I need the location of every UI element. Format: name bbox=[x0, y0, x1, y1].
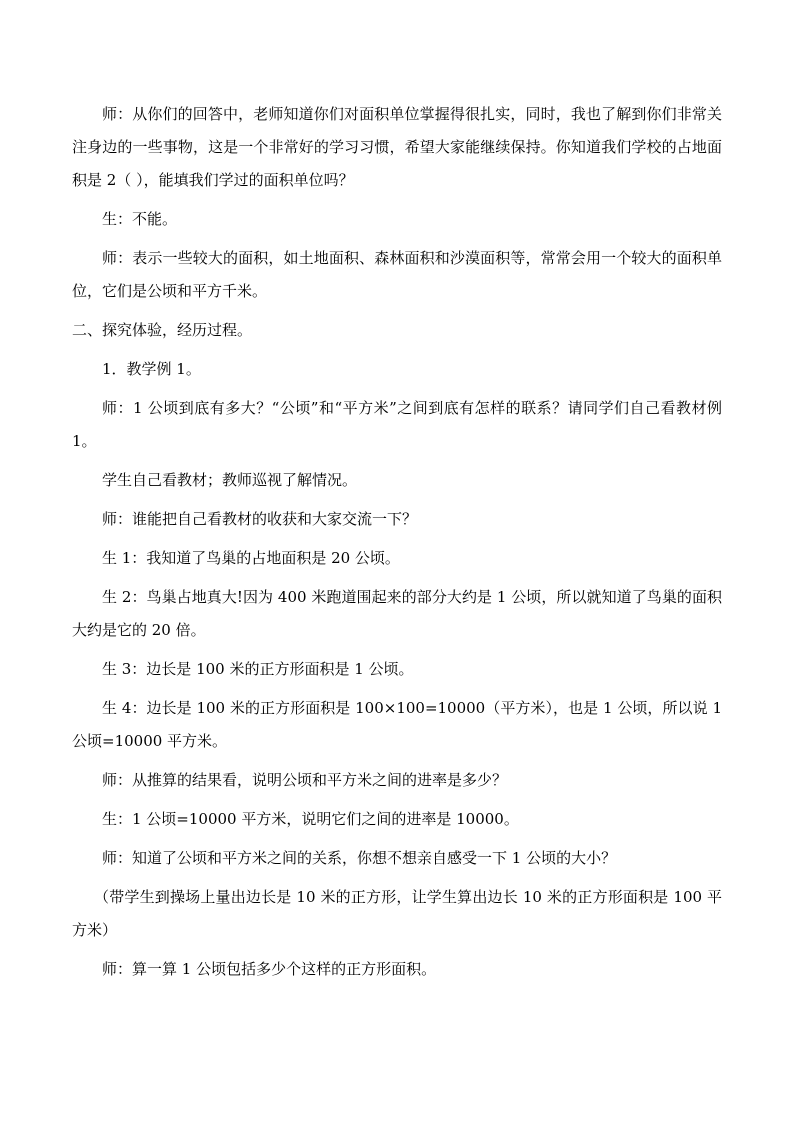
paragraph-student-answer: 生：不能。 bbox=[102, 210, 178, 228]
paragraph-teacher-intro: 师：从你们的回答中，老师知道你们对面积单位掌握得很扎实，同时，我也了解到你们非常关注身边的一些事物，这是一个非常好的学习习惯，希望大家能继续保持。你知道我们学校的占地面积是 2（ ），能填我们学过的面积单位吗？ bbox=[72, 105, 722, 189]
paragraph-activity-note: （带学生到操场上量出边长是 10 米的正方形，让学生算出边长 10 米的正方形面积是 100 平方米） bbox=[72, 888, 722, 939]
paragraph-teacher-calc: 师：算一算 1 公顷包括多少个这样的正方形面积。 bbox=[102, 960, 437, 978]
paragraph-teacher-share: 师：谁能把自己看教材的收获和大家交流一下？ bbox=[102, 510, 418, 528]
paragraph-teacher-rate: 师：从推算的结果看，说明公顷和平方米之间的进率是多少？ bbox=[102, 771, 508, 789]
section-heading: 二、探究体验，经历过程。 bbox=[72, 321, 253, 339]
paragraph-teacher-question: 师：1 公顷到底有多大？“公顷”和“平方米”之间到底有怎样的联系？请同学们自己看教材例 1。 bbox=[72, 399, 722, 450]
paragraph-teacher-feel: 师：知道了公顷和平方米之间的关系，你想不想亲自感受一下 1 公顷的大小？ bbox=[102, 849, 617, 867]
subsection-heading: 1．教学例 1。 bbox=[102, 360, 201, 378]
paragraph-teacher-explain: 师：表示一些较大的面积，如土地面积、森林面积和沙漠面积等，常常会用一个较大的面积单位，它们是公顷和平方千米。 bbox=[72, 249, 722, 300]
paragraph-student-2: 生 2：鸟巢占地真大!因为 400 米跑道围起来的部分大约是 1 公顷，所以就知道了鸟巢的面积大约是它的 20 倍。 bbox=[72, 588, 722, 639]
paragraph-student-3: 生 3：边长是 100 米的正方形面积是 1 公顷。 bbox=[102, 660, 414, 678]
document-page bbox=[72, 98, 722, 992]
paragraph-student-1: 生 1：我知道了鸟巢的占地面积是 20 公顷。 bbox=[102, 549, 400, 567]
paragraph-activity: 学生自己看教材；教师巡视了解情况。 bbox=[102, 471, 358, 489]
paragraph-student-rate: 生：1 公顷=10000 平方米，说明它们之间的进率是 10000。 bbox=[102, 810, 519, 828]
paragraph-student-4: 生 4：边长是 100 米的正方形面积是 100×100=10000（平方米），也是 1 公顷，所以说 1 公顷=10000 平方米。 bbox=[72, 699, 722, 750]
